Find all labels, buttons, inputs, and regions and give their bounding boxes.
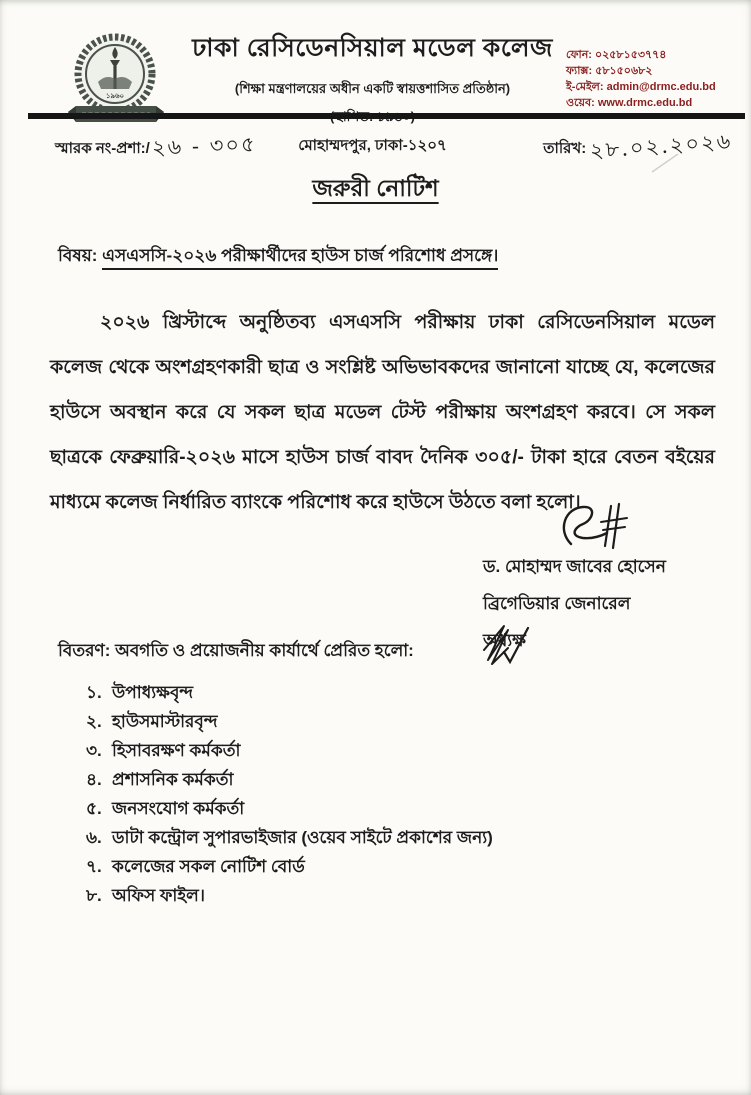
list-item bbox=[86, 852, 618, 881]
distribution-heading: বিতরণ: অবগতি ও প্রয়োজনীয় কার্যার্থে প্রেরিত হলো: bbox=[58, 641, 414, 660]
signatory-rank: ব্রিগেডিয়ার জেনারেল bbox=[483, 594, 631, 613]
phone-line bbox=[566, 47, 716, 63]
email-line bbox=[566, 79, 716, 95]
item-text: জনসংযোগ কর্মকর্তা bbox=[112, 799, 245, 818]
item-text: প্রশাসনিক কর্মকর্তা bbox=[112, 770, 234, 789]
date-value-handwritten: ২৮.০২.২০২৬ bbox=[589, 129, 734, 163]
contact-block bbox=[566, 47, 716, 111]
item-number: ১. bbox=[86, 683, 102, 702]
web-line bbox=[566, 95, 716, 111]
notice-title: জরুরী নোটিশ bbox=[312, 175, 439, 201]
item-number: ৩. bbox=[86, 741, 102, 760]
college-subtitle: (শিক্ষা মন্ত্রণালয়ের অধীন একটি স্বায়ত্তশাসিত প্রতিষ্ঠান) bbox=[234, 81, 511, 96]
seal-year: ১৯৬০ bbox=[105, 93, 125, 100]
signatory-title: অধ্যক্ষ bbox=[483, 631, 526, 650]
item-number: ২. bbox=[86, 712, 102, 731]
item-text: হাউসমাস্টারবৃন্দ bbox=[112, 712, 218, 731]
list-item bbox=[86, 736, 618, 765]
signatory-name: ড. মোহাম্মদ জাবের হোসেন bbox=[483, 557, 666, 576]
item-text: কলেজের সকল নোটিশ বোর্ড bbox=[112, 857, 305, 876]
list-item bbox=[86, 678, 618, 707]
item-text: অফিস ফাইল। bbox=[112, 886, 205, 905]
college-address: মোহাম্মদপুর, ঢাকা-১২০৭ bbox=[298, 137, 447, 154]
memo-ref bbox=[55, 130, 257, 165]
list-item bbox=[86, 794, 618, 823]
phone-label: ফোন: bbox=[566, 49, 592, 61]
phone-value: ০২৫৮১৫৩৭৭৪ bbox=[594, 49, 667, 61]
web-label: ওয়েব: bbox=[566, 97, 595, 109]
subject-label: বিষয়: bbox=[58, 246, 98, 265]
item-number: ৪. bbox=[86, 770, 102, 789]
item-number: ৬. bbox=[86, 828, 102, 847]
web-value: www.drmc.edu.bd bbox=[597, 97, 693, 109]
item-number: ৭. bbox=[86, 857, 102, 876]
subject-line bbox=[58, 243, 498, 271]
item-text: ডাটা কন্ট্রোল সুপারভাইজার (ওয়েব সাইটে প্রকাশের জন্য) bbox=[112, 828, 493, 847]
college-name: ঢাকা রেসিডেনসিয়াল মডেল কলেজ bbox=[192, 34, 553, 62]
email-value: admin@drmc.edu.bd bbox=[606, 81, 716, 93]
list-item bbox=[86, 881, 618, 910]
list-item bbox=[86, 707, 618, 736]
item-number: ৮. bbox=[86, 886, 102, 905]
fax-value: ৫৮১৫০৬৮২ bbox=[595, 65, 653, 77]
signature-icon bbox=[553, 500, 645, 552]
date-label: তারিখ: bbox=[543, 140, 587, 157]
fax-label: ফ্যাক্স: bbox=[566, 65, 593, 77]
memo-ref-label: স্মারক নং-প্রশা:/ bbox=[55, 140, 150, 157]
item-text: হিসাবরক্ষণ কর্মকর্তা bbox=[112, 741, 241, 760]
memo-ref-number-handwritten: ২৬ - ৩০৫ bbox=[151, 132, 257, 160]
list-item bbox=[86, 765, 618, 794]
notice-body: ২০২৬ খ্রিস্টাব্দে অনুষ্ঠিতব্য এসএসসি পরীক্ষায় ঢাকা রেসিডেনসিয়াল মডেল কলেজ থেকে অংশগ্রহণকারী ছাত্র ও সংশ্লিষ্ট অভিভাবকদের জানানো যাচ্ছে যে, কলেজের হাউসে অবস্থান করে যে সকল ছাত্র মডেল টেস্ট পরীক্ষায় অংশগ্রহণ করবে। সে সকল ছাত্রকে ফেব্রুয়ারি-২০২৬ মাসে হাউস চার্জ বাবদ দৈনিক ৩০৫/- টাকা হারে বেতন বইয়ের মাধ্যমে কলেজ নির্ধারিত ব্যাংকে পরিশোধ করে হাউসে উঠতে বলা হলো। bbox=[50, 312, 715, 513]
distribution-list bbox=[58, 678, 618, 910]
subject-text: এসএসসি-২০২৬ পরীক্ষার্থীদের হাউস চার্জ পরিশোধ প্রসঙ্গে। bbox=[102, 246, 498, 270]
email-label: ই-মেইল: bbox=[566, 81, 604, 93]
list-item bbox=[86, 823, 618, 852]
memo-row bbox=[55, 130, 737, 165]
distribution-section bbox=[58, 638, 618, 910]
item-text: উপাধ্যক্ষবৃন্দ bbox=[112, 683, 194, 702]
established-line: (স্থাপিত: ১৯৬০) bbox=[329, 109, 416, 124]
header-divider bbox=[28, 113, 745, 119]
item-number: ৫. bbox=[86, 799, 102, 818]
fax-line bbox=[566, 63, 716, 79]
memo-date bbox=[543, 130, 737, 165]
